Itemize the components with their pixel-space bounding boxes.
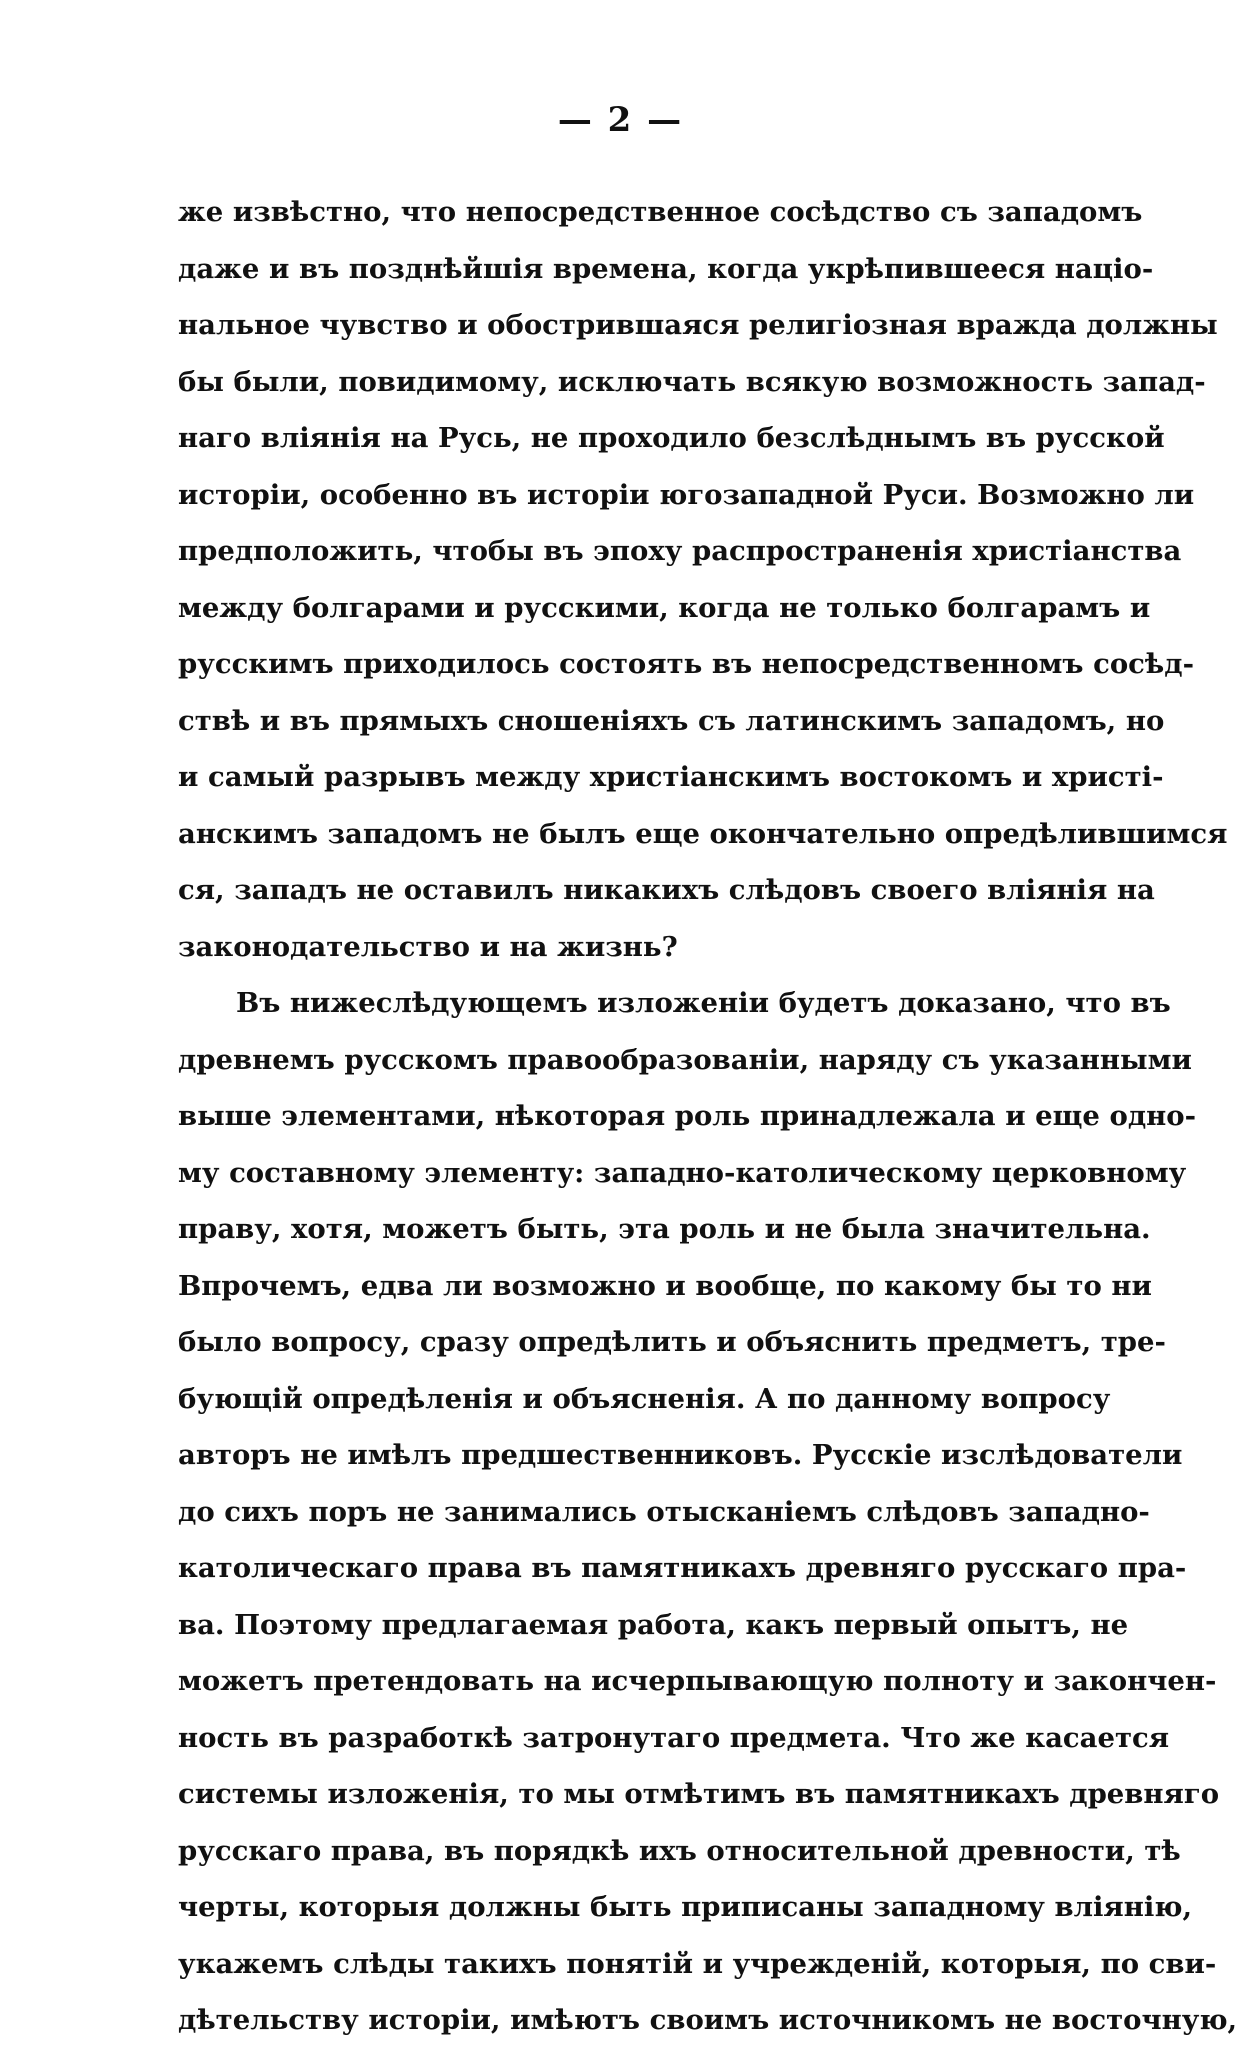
text-line: ся, западъ не оставилъ никакихъ слѣдовъ своего вліянія на: [178, 874, 1155, 906]
text-line: Въ нижеслѣдующемъ изложеніи будетъ доказано, что въ: [236, 987, 1171, 1019]
text-line: анскимъ западомъ не былъ еще окончательно опредѣлившимся: [178, 817, 1228, 850]
text-line: законодательство и на жизнь?: [178, 930, 678, 963]
text-line: католическаго права въ памятникахъ древняго русскаго пра-: [178, 1552, 1187, 1584]
text-line: Впрочемъ, едва ли возможно и вообще, по какому бы то ни: [178, 1269, 1152, 1302]
text-line: наго вліянія на Русь, не проходило безслѣднымъ въ русской: [178, 422, 1165, 454]
text-line: даже и въ позднѣйшія времена, когда укрѣпившееся націо-: [178, 252, 1154, 285]
text-line: предположить, чтобы въ эпоху распространенія христіанства: [178, 535, 1182, 567]
text-line: можетъ претендовать на исчерпывающую полноту и закончен-: [178, 1665, 1217, 1697]
text-line: бующій опредѣленія и объясненія. А по данному вопросу: [178, 1382, 1111, 1415]
text-line: и самый разрывъ между христіанскимъ востокомъ и христі-: [178, 761, 1164, 793]
text-line: исторіи, особенно въ исторіи югозападной Руси. Возможно ли: [178, 478, 1195, 511]
text-line: между болгарами и русскими, когда не только болгарамъ и: [178, 591, 1151, 624]
text-line: укажемъ слѣды такихъ понятій и учрежденій, которыя, по сви-: [178, 1947, 1217, 1980]
text-line: авторъ не имѣлъ предшественниковъ. Русскіе изслѣдователи: [178, 1439, 1183, 1471]
text-line: му составному элементу: западно-католическому церковному: [178, 1156, 1187, 1189]
text-line: ва. Поэтому предлагаемая работа, какъ первый опытъ, не: [178, 1608, 1129, 1641]
page-number: — 2 —: [557, 100, 684, 140]
text-line: черты, которыя должны быть приписаны западному вліянію,: [178, 1891, 1193, 1923]
text-line: до сихъ поръ не занимались отысканіемъ слѣдовъ западно-: [178, 1495, 1150, 1528]
text-line: было вопросу, сразу опредѣлить и объяснить предметъ, тре-: [178, 1326, 1166, 1358]
text-line: праву, хотя, можетъ быть, эта роль и не была значительна.: [178, 1213, 1151, 1245]
text-line: системы изложенія, то мы отмѣтимъ въ памятникахъ древняго: [178, 1778, 1220, 1810]
text-line: дѣтельству исторіи, имѣютъ своимъ источникомъ не восточную,: [178, 2004, 1238, 2036]
text-line: ствѣ и въ прямыхъ сношеніяхъ съ латинскимъ западомъ, но: [178, 704, 1165, 737]
text-line: древнемъ русскомъ правообразованіи, наряду съ указанными: [178, 1043, 1192, 1076]
text-line: русскимъ приходилось состоять въ непосредственномъ сосѣд-: [178, 648, 1194, 680]
text-line: нальное чувство и обострившаяся религіозная вражда должны: [178, 309, 1218, 341]
body-text: [178, 184, 1238, 2049]
text-line: бы были, повидимому, исключать всякую возможность запад-: [178, 365, 1206, 398]
text-line: же извѣстно, что непосредственное сосѣдство съ западомъ: [178, 196, 1143, 228]
text-line: ность въ разработкѣ затронутаго предмета. Что же касается: [178, 1721, 1170, 1754]
text-line: выше элементами, нѣкоторая роль принадлежала и еще одно-: [178, 1100, 1197, 1132]
text-line: русскаго права, въ порядкѣ ихъ относительной древности, тѣ: [178, 1834, 1181, 1867]
